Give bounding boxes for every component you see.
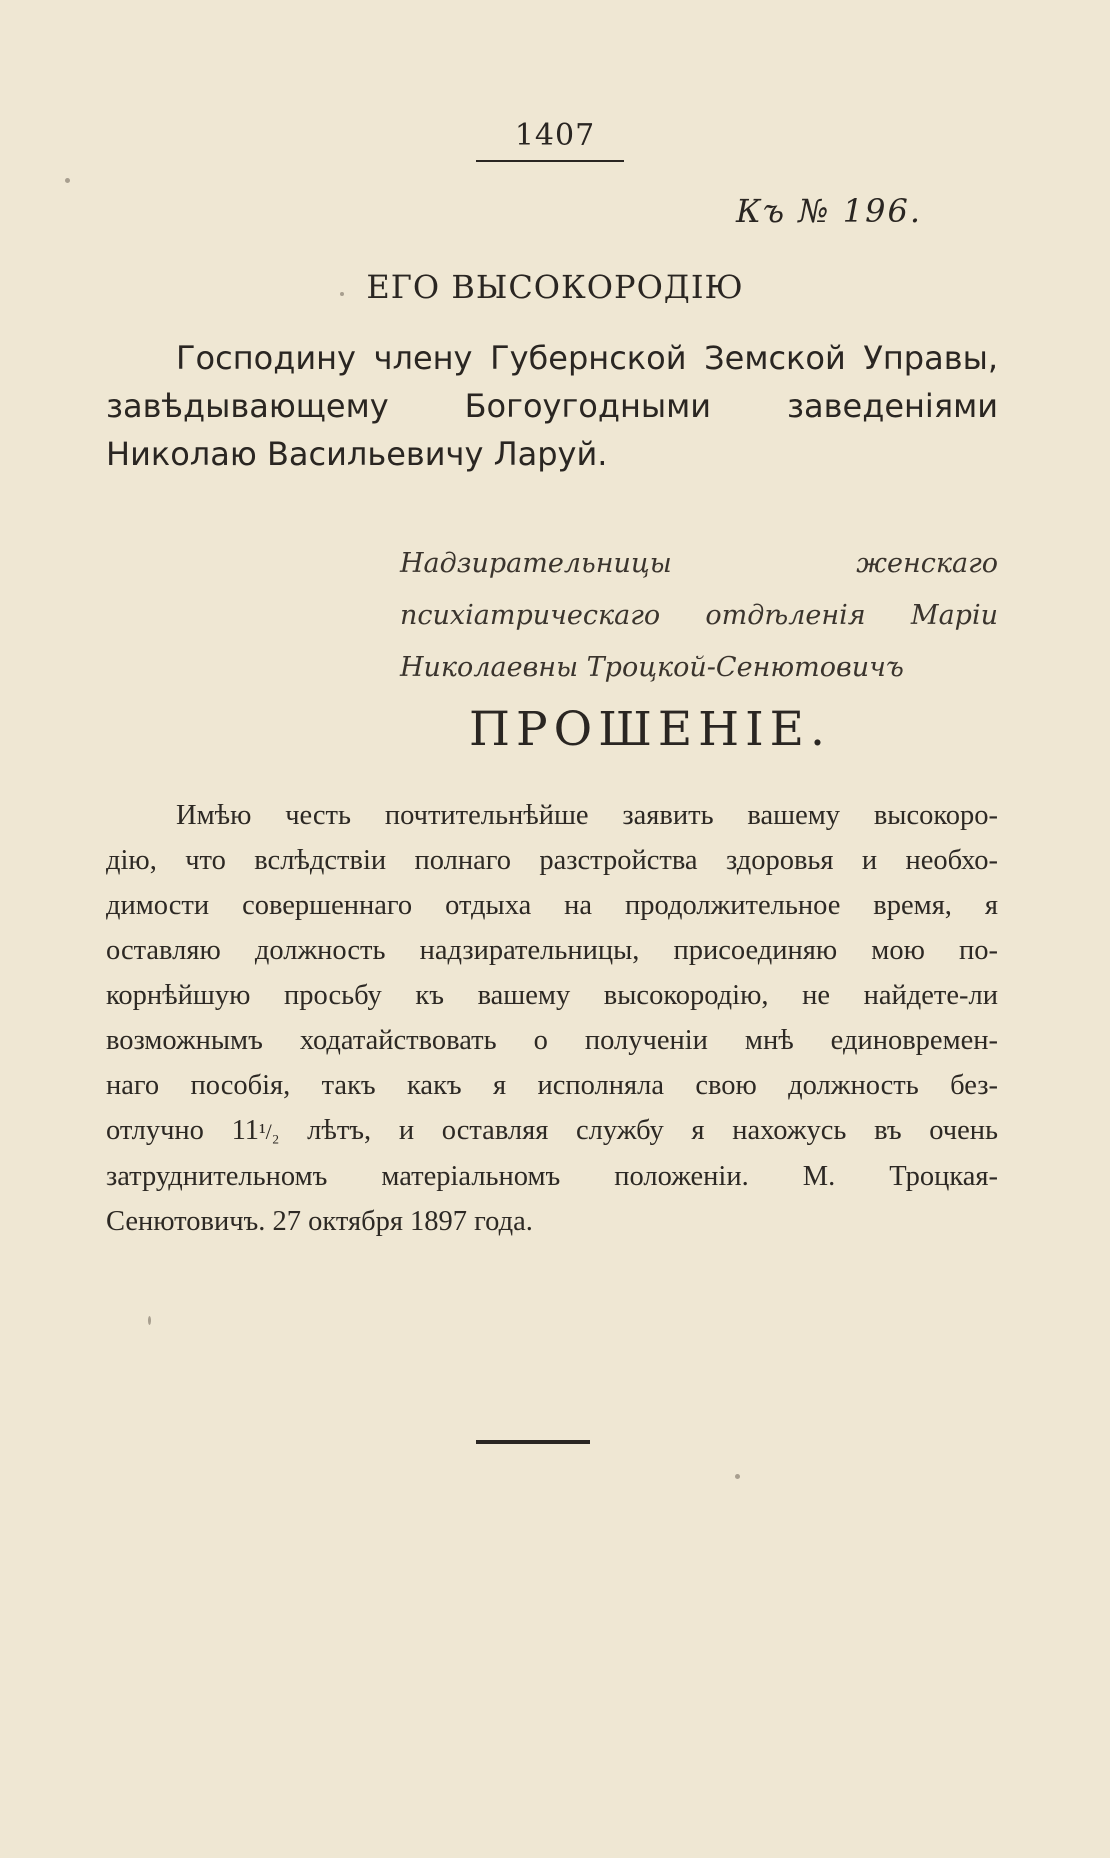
petition-body bbox=[106, 793, 998, 1244]
closing-rule bbox=[476, 1440, 590, 1444]
body-line: корнѣйшую просьбу къ вашему высокородію, не найдете-ли bbox=[106, 980, 998, 1011]
addressee-block: Господину члену Губернской Земской Управы, завѣдывающему Богоугодными заведеніями Николаю Васильевичу Ларуй. bbox=[106, 339, 998, 473]
paper-speck bbox=[148, 1316, 151, 1325]
body-line: Имѣю честь почтительнѣйше заявить вашему высокоро- bbox=[176, 800, 998, 831]
body-line-end: лѣтъ, и оставляя службу я нахожусь въ очень bbox=[279, 1115, 999, 1146]
body-line-signature: Сенютовичъ. 27 октября 1897 года. bbox=[106, 1206, 533, 1237]
body-line-fraction bbox=[106, 1108, 998, 1154]
header-rule bbox=[476, 160, 624, 162]
paper-speck bbox=[735, 1474, 740, 1479]
petitioner-block: Надзирательницы женскаго психіатрическаго отдѣленія Маріи Николаевны Троцкой-Сенютовичъ bbox=[400, 548, 998, 683]
page-number: 1407 bbox=[514, 118, 596, 153]
body-line: возможнымъ ходатайствовать о полученіи мнѣ единовремен- bbox=[106, 1025, 998, 1056]
body-line: наго пособія, такъ какъ я исполняла свою должность без- bbox=[106, 1070, 998, 1101]
body-line: димости совершеннаго отдыха на продолжительное время, я bbox=[106, 890, 998, 921]
body-line: оставляю должность надзирательницы, присоединяю мою по- bbox=[106, 935, 998, 966]
fraction: ¹/₂ bbox=[259, 1119, 280, 1144]
document-title: ПРОШЕНІЕ. bbox=[469, 702, 831, 757]
body-line: дію, что вслѣдствіи полнаго разстройства здоровья и необхо- bbox=[106, 845, 998, 876]
body-line-start: отлучно 11 bbox=[106, 1115, 260, 1146]
body-line: затруднительномъ матеріальномъ положеніи. М. Троцкая- bbox=[106, 1161, 998, 1192]
paper-speck bbox=[65, 178, 70, 183]
reference-number: Къ № 196. bbox=[736, 192, 922, 230]
address-title: ЕГО ВЫСОКОРОДІЮ bbox=[366, 268, 744, 306]
